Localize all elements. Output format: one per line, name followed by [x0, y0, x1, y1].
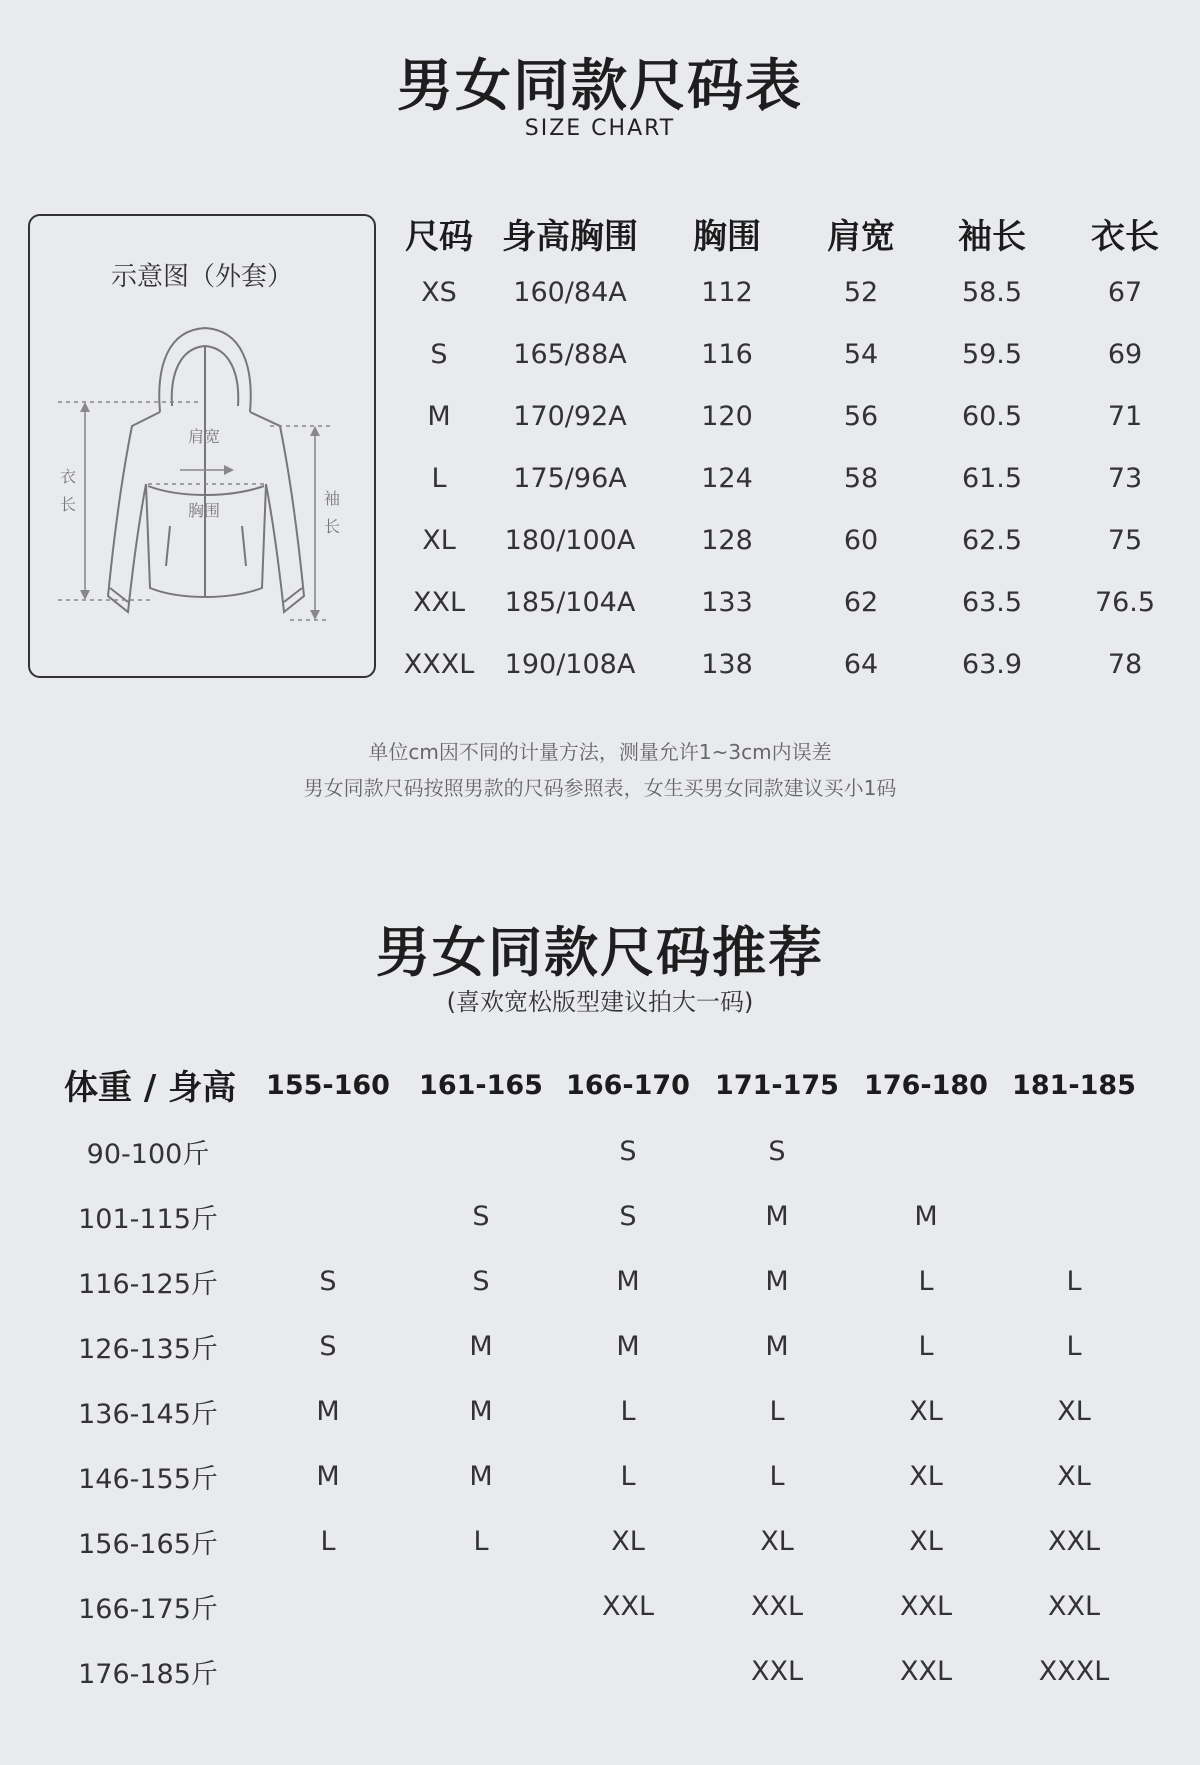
cell-height-chest: 180/100A [504, 525, 636, 556]
cell-weight: 126-135斤 [78, 1334, 218, 1365]
cell-size: M [469, 1461, 493, 1492]
recommend-header [40, 1060, 1170, 1122]
cell-height-chest: 170/92A [513, 401, 627, 432]
cell-length: 75 [1107, 525, 1143, 556]
cell-size: S [619, 1136, 637, 1167]
cell-size: L [769, 1461, 785, 1492]
cell-sleeve: 58.5 [961, 277, 1023, 308]
size-chart-header [380, 205, 1180, 263]
cell-size: XL [1057, 1396, 1091, 1427]
table-row [40, 1252, 1170, 1317]
cell-size: XXL [1047, 1591, 1101, 1622]
cell-weight: 90-100斤 [86, 1139, 210, 1170]
cell-sleeve: 62.5 [961, 525, 1023, 556]
measurement-notes [0, 734, 1200, 806]
cell-size: M [616, 1331, 640, 1362]
header-height: 181-185 [1012, 1070, 1136, 1101]
cell-size: S [319, 1266, 337, 1297]
cell-size: L [320, 1526, 336, 1557]
cell-chest: 138 [701, 649, 753, 680]
cell-size: XL [909, 1396, 943, 1427]
cell-length: 73 [1107, 463, 1143, 494]
cell-length: 76.5 [1094, 587, 1156, 618]
cell-size: XXL [899, 1591, 953, 1622]
table-row [380, 449, 1180, 511]
cell-size: S [768, 1136, 786, 1167]
cell-weight: 101-115斤 [78, 1204, 218, 1235]
table-row [40, 1642, 1170, 1707]
page-subtitle: SIZE CHART [524, 116, 676, 141]
header-size: 尺码 [405, 217, 473, 257]
table-row [40, 1317, 1170, 1382]
cell-chest: 124 [701, 463, 753, 494]
cell-height-chest: 190/108A [504, 649, 636, 680]
page-title: 男女同款尺码表 [397, 54, 803, 119]
cell-size: S [472, 1266, 490, 1297]
cell-size: XL [760, 1526, 794, 1557]
cell-chest: 120 [701, 401, 753, 432]
label-sleeve-bottom: 长 [324, 517, 341, 536]
header-sleeve: 袖长 [958, 217, 1026, 257]
header-height: 166-170 [566, 1070, 690, 1101]
cell-size: S [319, 1331, 337, 1362]
cell-shoulder: 60 [843, 525, 879, 556]
header-length: 衣长 [1091, 217, 1159, 257]
cell-size: XXXL [1038, 1656, 1110, 1687]
cell-size: M [765, 1201, 789, 1232]
table-row [380, 263, 1180, 325]
cell-size: M [469, 1331, 493, 1362]
cell-weight: 166-175斤 [78, 1594, 218, 1625]
cell-size: XL [909, 1526, 943, 1557]
recommend-subtitle: (喜欢宽松版型建议拍大一码) [446, 988, 754, 1016]
cell-size: L [620, 1461, 636, 1492]
label-shoulder: 肩宽 [188, 427, 221, 446]
cell-size: M [469, 1396, 493, 1427]
header-height: 171-175 [715, 1070, 839, 1101]
cell-weight: 136-145斤 [78, 1399, 218, 1430]
table-row [380, 635, 1180, 697]
cell-length: 69 [1107, 339, 1143, 370]
table-row [40, 1382, 1170, 1447]
cell-sleeve: 60.5 [961, 401, 1023, 432]
cell-size: L [1066, 1266, 1082, 1297]
jacket-diagram-panel [28, 214, 376, 678]
header-height: 176-180 [864, 1070, 988, 1101]
table-row [380, 387, 1180, 449]
cell-sleeve: 59.5 [961, 339, 1023, 370]
table-row [380, 325, 1180, 387]
cell-size: M [765, 1266, 789, 1297]
cell-size: L [1066, 1331, 1082, 1362]
label-sleeve-top: 袖 [324, 489, 341, 508]
cell-size: M [616, 1266, 640, 1297]
cell-size: M [316, 1396, 340, 1427]
cell-sleeve: 63.5 [961, 587, 1023, 618]
cell-size: L [769, 1396, 785, 1427]
cell-weight: 156-165斤 [78, 1529, 218, 1560]
cell-shoulder: 56 [843, 401, 879, 432]
table-row [380, 511, 1180, 573]
cell-size: XXXL [403, 649, 475, 680]
cell-sleeve: 63.9 [961, 649, 1023, 680]
header-height-chest: 身高胸围 [502, 217, 638, 257]
cell-height-chest: 165/88A [513, 339, 627, 370]
table-row [40, 1512, 1170, 1577]
label-length-bottom: 长 [60, 495, 77, 514]
cell-chest: 116 [701, 339, 753, 370]
cell-height-chest: 160/84A [513, 277, 627, 308]
diagram-caption: 示意图（外套） [110, 262, 293, 292]
cell-size: S [619, 1201, 637, 1232]
cell-size: XL [611, 1526, 645, 1557]
cell-size: M [427, 401, 451, 432]
recommend-table [40, 1060, 1170, 1707]
recommend-title: 男女同款尺码推荐 [376, 921, 824, 984]
cell-size: M [914, 1201, 938, 1232]
cell-shoulder: 58 [843, 463, 879, 494]
cell-shoulder: 52 [843, 277, 879, 308]
table-row [40, 1447, 1170, 1512]
cell-height-chest: 185/104A [504, 587, 636, 618]
cell-size: M [765, 1331, 789, 1362]
cell-size: S [472, 1201, 490, 1232]
cell-length: 78 [1107, 649, 1143, 680]
cell-size: S [430, 339, 448, 370]
cell-shoulder: 64 [843, 649, 879, 680]
cell-chest: 133 [701, 587, 753, 618]
note-line-2: 男女同款尺码按照男款的尺码参照表，女生买男女同款建议买小1码 [303, 776, 897, 800]
cell-shoulder: 54 [843, 339, 879, 370]
cell-size: XXL [750, 1656, 804, 1687]
table-row [40, 1577, 1170, 1642]
cell-chest: 128 [701, 525, 753, 556]
cell-size: L [918, 1266, 934, 1297]
cell-shoulder: 62 [843, 587, 879, 618]
cell-size: L [431, 463, 447, 494]
cell-chest: 112 [701, 277, 753, 308]
header-shoulder: 肩宽 [827, 217, 895, 257]
header-height: 161-165 [419, 1070, 543, 1101]
cell-weight: 176-185斤 [78, 1659, 218, 1690]
cell-size: L [918, 1331, 934, 1362]
cell-size: L [620, 1396, 636, 1427]
cell-weight: 146-155斤 [78, 1464, 218, 1495]
size-chart-table [380, 205, 1180, 697]
cell-length: 67 [1107, 277, 1143, 308]
note-line-1: 单位cm因不同的计量方法，测量允许1~3cm内误差 [368, 740, 832, 764]
cell-size: XXL [412, 587, 466, 618]
cell-size: XL [909, 1461, 943, 1492]
cell-size: XXL [1047, 1526, 1101, 1557]
cell-size: XL [422, 525, 456, 556]
cell-weight: 116-125斤 [78, 1269, 218, 1300]
label-chest: 胸围 [188, 501, 221, 520]
cell-size: M [316, 1461, 340, 1492]
table-row [40, 1122, 1170, 1187]
jacket-outline-icon [30, 216, 374, 676]
cell-size: XXL [601, 1591, 655, 1622]
header-height: 155-160 [266, 1070, 390, 1101]
label-length-top: 衣 [60, 467, 77, 486]
cell-size: XL [1057, 1461, 1091, 1492]
cell-height-chest: 175/96A [513, 463, 627, 494]
cell-size: XXL [750, 1591, 804, 1622]
cell-length: 71 [1107, 401, 1143, 432]
cell-sleeve: 61.5 [961, 463, 1023, 494]
cell-size: XXL [899, 1656, 953, 1687]
header-chest: 胸围 [693, 217, 761, 257]
header-weight-height: 体重 / 身高 [64, 1068, 237, 1108]
table-row [380, 573, 1180, 635]
table-row [40, 1187, 1170, 1252]
cell-size: XS [421, 277, 457, 308]
cell-size: L [473, 1526, 489, 1557]
